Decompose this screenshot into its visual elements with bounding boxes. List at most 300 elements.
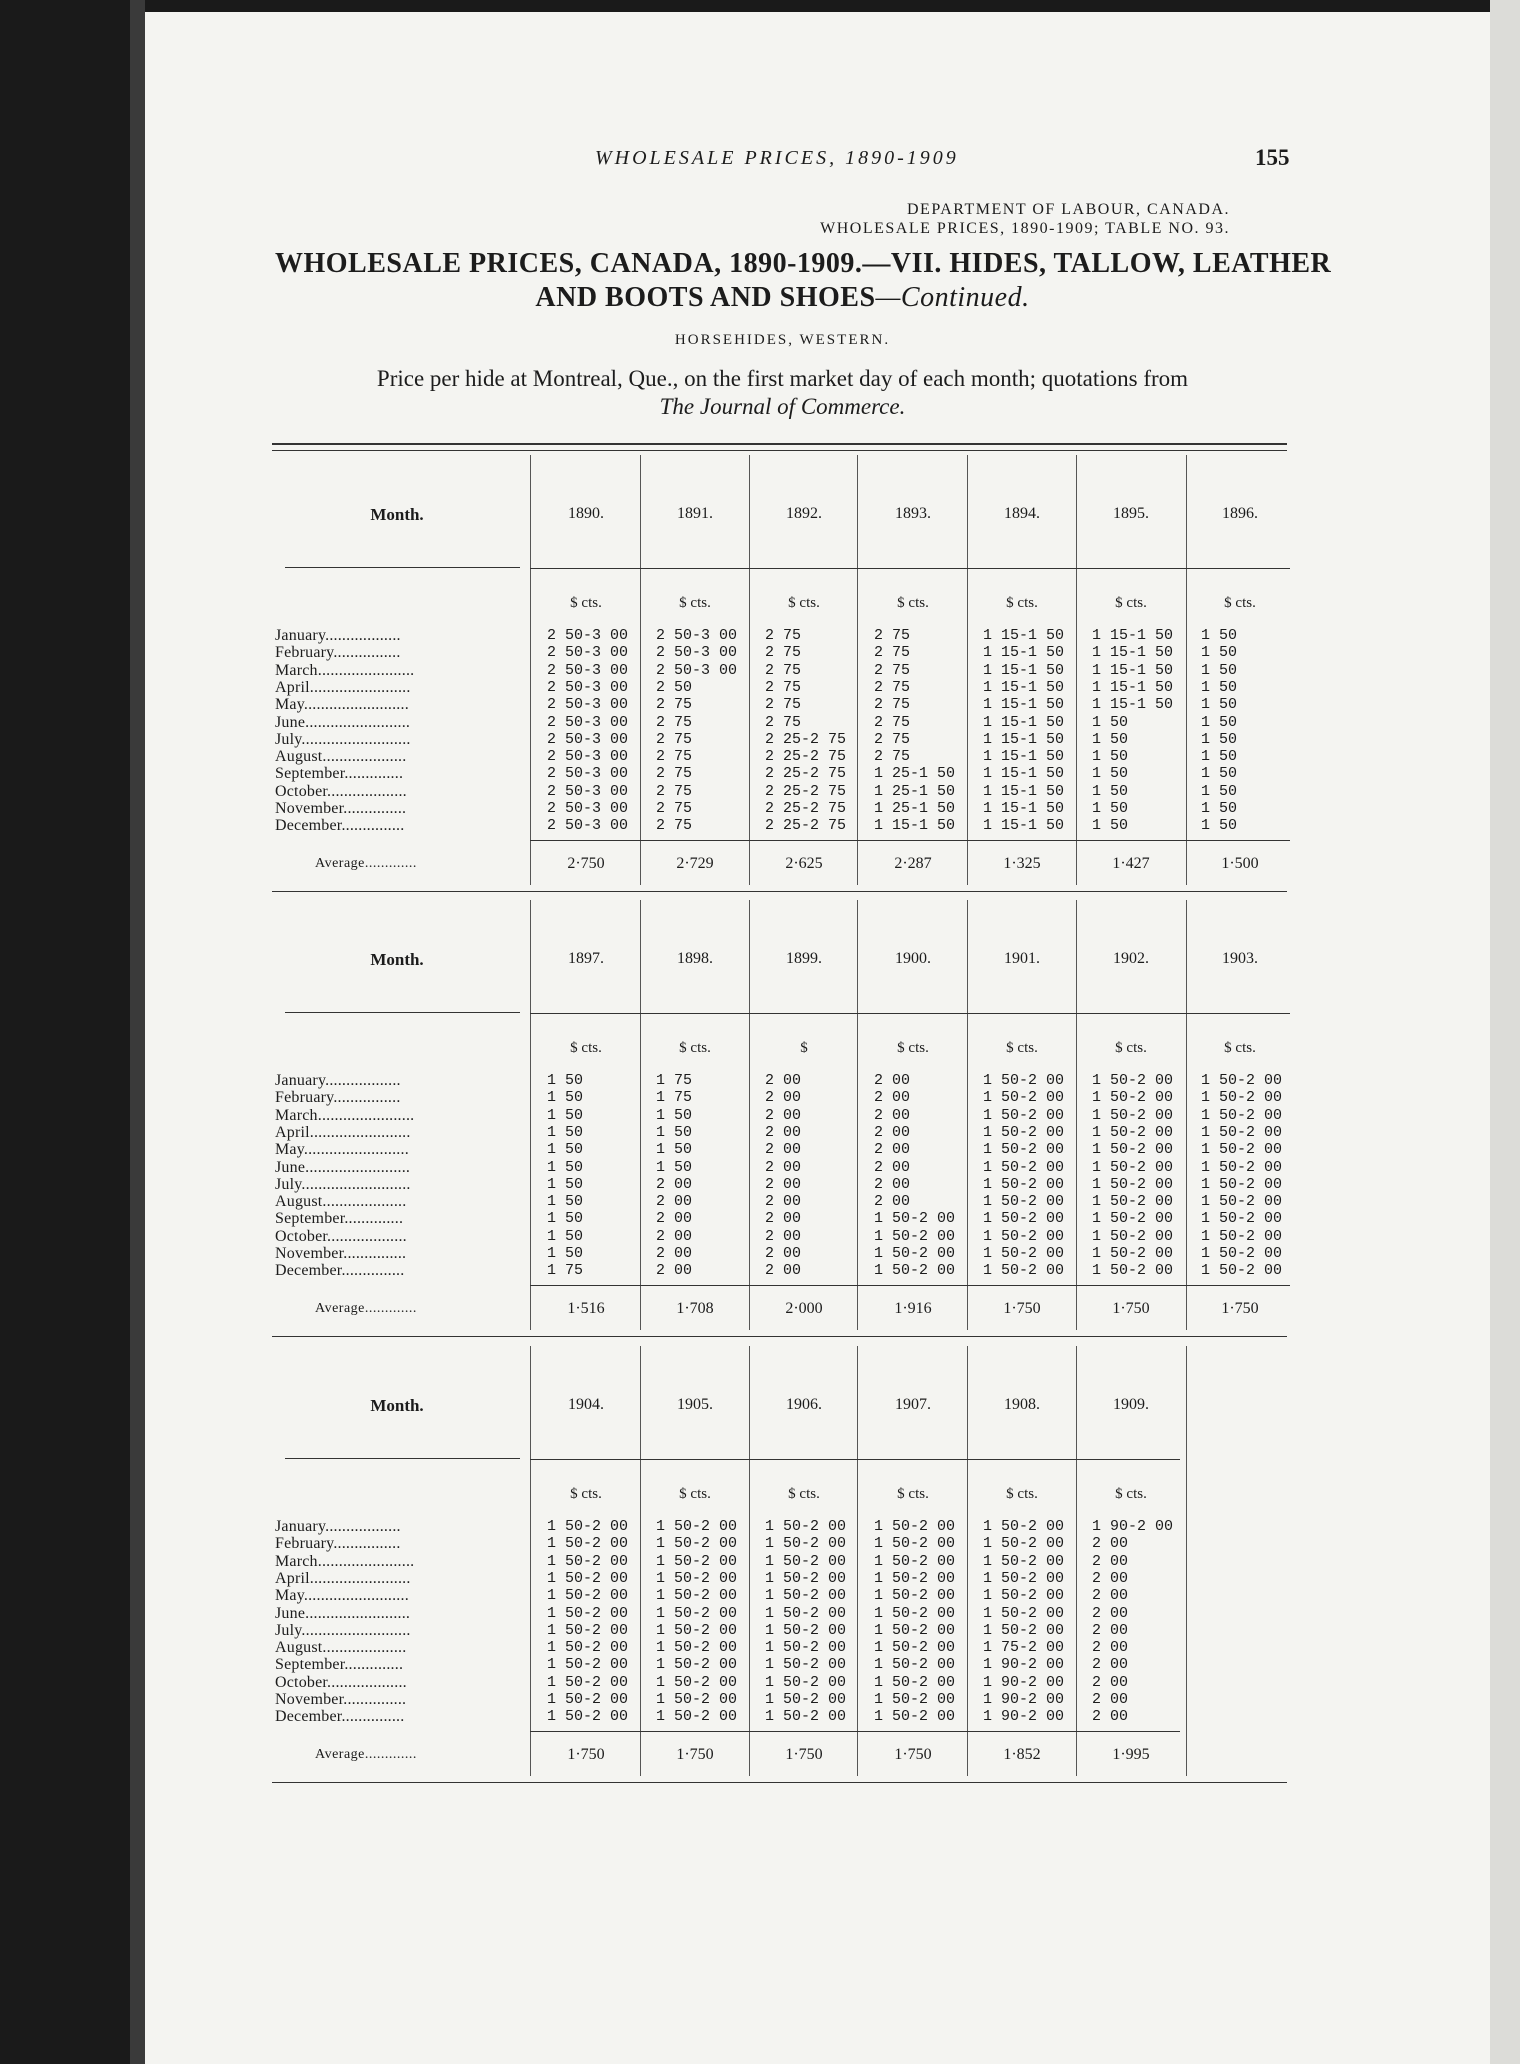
price-cell: 2 25-2 75 (765, 748, 847, 766)
price-cell: 1 50-2 00 (656, 1518, 738, 1535)
price-cell: 1 50-2 00 (983, 1552, 1065, 1570)
price-cell: 1 15-1 50 (983, 627, 1065, 644)
month-label: May......................... (275, 1587, 409, 1605)
price-cell: 1 50-2 00 (765, 1552, 847, 1570)
price-cell: 2 75 (656, 782, 693, 800)
price-cell: 1 15-1 50 (983, 800, 1065, 817)
year-header-rule (530, 1459, 1180, 1460)
month-label: January.................. (275, 1518, 401, 1535)
price-cell: 1 15-1 50 (1092, 627, 1174, 644)
price-cell: 1 50-2 00 (874, 1210, 956, 1228)
price-cell: 1 50-2 00 (656, 1587, 738, 1605)
price-cell: 2 00 (765, 1193, 802, 1211)
price-cell: 1 50-2 00 (547, 1639, 629, 1657)
year-header: 1895. (1113, 505, 1149, 522)
price-cell: 2 00 (656, 1193, 693, 1211)
price-cell: 2 00 (656, 1175, 693, 1193)
price-cell: 2 75 (656, 765, 693, 783)
year-header: 1891. (677, 505, 713, 522)
year-header: 1896. (1222, 505, 1258, 522)
price-cell: 2 50-3 00 (547, 661, 629, 679)
price-cell: 2 00 (765, 1106, 802, 1124)
year-header-rule (530, 568, 1290, 569)
price-cell: 1 50-2 00 (547, 1552, 629, 1570)
price-cell: 2 50-3 00 (547, 782, 629, 800)
running-head: WHOLESALE PRICES, 1890-1909 (595, 147, 959, 169)
average-value: 1·516 (567, 1300, 605, 1317)
month-label: October................... (275, 1227, 407, 1245)
month-label: August.................... (275, 1193, 407, 1211)
price-cell: 1 15-1 50 (983, 730, 1065, 748)
year-header: 1892. (786, 505, 822, 522)
price-cell: 1 50 (1201, 817, 1238, 835)
month-label: January.................. (275, 1072, 401, 1089)
price-cell: 2 00 (656, 1245, 693, 1262)
month-header-rule (285, 1012, 520, 1013)
average-label: Average............. (315, 1301, 417, 1316)
average-rule (530, 1731, 1180, 1732)
price-cell: 2 50-3 00 (547, 696, 629, 714)
price-cell: 1 50-2 00 (656, 1639, 738, 1657)
month-label: December............... (275, 1262, 405, 1280)
price-cell: 1 50-2 00 (983, 1587, 1065, 1605)
month-label: September.............. (275, 765, 404, 783)
price-cell: 1 50-2 00 (1201, 1141, 1283, 1159)
price-cell: 2 00 (1092, 1604, 1129, 1622)
month-column-header: Month. (370, 1396, 424, 1415)
price-cell: 1 50 (1092, 748, 1129, 766)
price-cell: 2 00 (1092, 1656, 1129, 1674)
price-cell: 2 00 (1092, 1673, 1129, 1691)
price-cell: 1 50 (1201, 644, 1238, 662)
year-header: 1900. (895, 950, 931, 967)
price-cell: 1 50-2 00 (983, 1535, 1065, 1553)
price-cell: 1 50-2 00 (547, 1621, 629, 1639)
price-cell: 1 90-2 00 (983, 1673, 1065, 1691)
month-label: October................... (275, 1673, 407, 1691)
unit-label: $ (800, 1040, 808, 1056)
price-cell: 2 50-3 00 (547, 713, 629, 731)
price-cell: 1 50 (1201, 713, 1238, 731)
price-cell: 1 50 (1092, 713, 1129, 731)
price-cell: 2 75 (765, 696, 802, 714)
price-cell: 2 25-2 75 (765, 817, 847, 835)
price-cell: 1 50-2 00 (874, 1621, 956, 1639)
price-cell: 1 50-2 00 (983, 1158, 1065, 1176)
price-cell: 2 00 (765, 1123, 802, 1141)
table-subtitle: HORSEHIDES, WESTERN. (674, 332, 891, 348)
price-cell: 1 50-2 00 (1092, 1227, 1174, 1245)
year-header: 1907. (895, 1396, 931, 1413)
price-cell: 2 50-3 00 (656, 661, 738, 679)
price-cell: 1 25-1 50 (874, 800, 956, 817)
year-header: 1902. (1113, 950, 1149, 967)
price-cell: 2 75 (656, 748, 693, 766)
price-cell: 1 50-2 00 (983, 1141, 1065, 1159)
average-value: 1·916 (894, 1300, 932, 1317)
price-cell: 1 50-2 00 (1201, 1158, 1283, 1176)
price-cell: 1 50-2 00 (983, 1123, 1065, 1141)
average-value: 1·427 (1112, 855, 1150, 872)
price-cell: 1 50 (547, 1193, 584, 1211)
year-header: 1906. (786, 1396, 822, 1413)
price-cell: 2 00 (874, 1141, 911, 1159)
price-cell: 1 15-1 50 (983, 817, 1065, 835)
price-cell: 1 50 (1092, 765, 1129, 783)
price-cell: 1 50 (1201, 627, 1238, 644)
price-cell: 2 00 (874, 1175, 911, 1193)
month-label: April........................ (275, 1123, 411, 1141)
price-cell: 1 50-2 00 (1201, 1106, 1283, 1124)
price-cell: 1 15-1 50 (1092, 678, 1174, 696)
price-cell: 2 00 (1092, 1639, 1129, 1657)
price-cell: 1 50-2 00 (547, 1708, 629, 1726)
month-label: June......................... (275, 1604, 411, 1622)
unit-label: $ cts. (1115, 1040, 1147, 1056)
price-cell: 2 75 (765, 678, 802, 696)
page-number: 155 (1255, 145, 1290, 170)
year-header: 1893. (895, 505, 931, 522)
page-title-line-2 (275, 282, 1290, 314)
price-cell: 1 50 (547, 1175, 584, 1193)
price-cell: 2 00 (1092, 1708, 1129, 1726)
book-binding-edge (130, 0, 145, 2064)
average-value: 1·708 (676, 1300, 714, 1317)
price-cell: 1 50-2 00 (765, 1639, 847, 1657)
price-cell: 1 50-2 00 (1201, 1123, 1283, 1141)
price-cell: 1 50-2 00 (874, 1535, 956, 1553)
price-cell: 2 00 (765, 1227, 802, 1245)
average-label: Average............. (315, 1747, 417, 1762)
price-cell: 1 50-2 00 (874, 1691, 956, 1708)
price-cell: 1 50-2 00 (1092, 1158, 1174, 1176)
unit-label: $ cts. (570, 1040, 602, 1056)
column-divider (530, 900, 531, 1330)
price-cell: 2 75 (765, 644, 802, 662)
unit-label: $ cts. (1006, 595, 1038, 611)
price-cell: 1 50-2 00 (765, 1535, 847, 1553)
price-cell: 1 50-2 00 (1092, 1123, 1174, 1141)
unit-label: $ cts. (1224, 1040, 1256, 1056)
price-cell: 2 00 (1092, 1552, 1129, 1570)
block-bottom-rule (272, 1336, 1287, 1337)
year-header: 1899. (786, 950, 822, 967)
price-cell: 1 50-2 00 (656, 1604, 738, 1622)
month-label: June......................... (275, 713, 411, 731)
price-cell: 2 50-3 00 (547, 800, 629, 817)
price-cell: 2 00 (874, 1123, 911, 1141)
month-label: March....................... (275, 1552, 415, 1570)
month-label: March....................... (275, 1106, 415, 1124)
price-cell: 1 50-2 00 (1092, 1175, 1174, 1193)
price-cell: 1 50 (1201, 765, 1238, 783)
price-cell: 1 50-2 00 (765, 1691, 847, 1708)
price-cell: 1 75 (656, 1089, 693, 1107)
price-cell: 1 50-2 00 (656, 1708, 738, 1726)
table-reference: WHOLESALE PRICES, 1890-1909; TABLE NO. 93. (820, 220, 1230, 237)
year-header: 1890. (568, 505, 604, 522)
price-cell: 2 00 (874, 1072, 911, 1089)
unit-label: $ cts. (679, 595, 711, 611)
price-cell: 2 75 (874, 713, 911, 731)
price-cell: 1 15-1 50 (1092, 661, 1174, 679)
unit-label: $ cts. (1224, 595, 1256, 611)
average-value: 2·287 (894, 855, 932, 872)
price-cell: 1 50-2 00 (983, 1227, 1065, 1245)
price-cell: 1 15-1 50 (983, 696, 1065, 714)
average-value: 2·750 (567, 855, 605, 872)
price-cell: 2 00 (874, 1193, 911, 1211)
month-label: July.......................... (275, 730, 411, 748)
price-cell: 2 00 (1092, 1621, 1129, 1639)
price-cell: 1 50-2 00 (983, 1072, 1065, 1089)
price-cell: 2 00 (656, 1210, 693, 1228)
average-value: 1·995 (1112, 1746, 1150, 1763)
month-label: May......................... (275, 1141, 409, 1159)
title-continued: —Continued. (875, 282, 1030, 313)
price-cell: 2 75 (656, 800, 693, 817)
price-cell: 2 00 (1092, 1535, 1129, 1553)
unit-label: $ cts. (788, 1486, 820, 1502)
year-header: 1905. (677, 1396, 713, 1413)
table-description-line-2: The Journal of Commerce. (659, 394, 906, 419)
unit-label: $ cts. (897, 1486, 929, 1502)
year-header: 1894. (1004, 505, 1040, 522)
month-label: October................... (275, 782, 407, 800)
price-cell: 1 50-2 00 (1201, 1262, 1283, 1280)
price-cell: 1 50-2 00 (983, 1621, 1065, 1639)
price-cell: 2 50-3 00 (656, 627, 738, 644)
price-cell: 2 75 (874, 678, 911, 696)
unit-label: $ cts. (570, 1486, 602, 1502)
unit-label: $ cts. (897, 595, 929, 611)
year-header-rule (530, 1013, 1290, 1014)
price-cell: 2 75 (765, 713, 802, 731)
price-cell: 1 50 (656, 1106, 693, 1124)
price-cell: 1 50-2 00 (874, 1262, 956, 1280)
price-cell: 1 90-2 00 (983, 1656, 1065, 1674)
price-cell: 1 50-2 00 (1201, 1072, 1283, 1089)
table-description-line-1: Price per hide at Montreal, Que., on the first market day of each month; quotations from (376, 366, 1189, 391)
unit-label: $ cts. (679, 1486, 711, 1502)
average-value: 1·500 (1221, 855, 1259, 872)
year-header: 1901. (1004, 950, 1040, 967)
price-cell: 1 50 (547, 1227, 584, 1245)
price-cell: 2 00 (765, 1262, 802, 1280)
price-cell: 2 75 (656, 730, 693, 748)
unit-label: $ cts. (1006, 1040, 1038, 1056)
price-cell: 1 50-2 00 (874, 1552, 956, 1570)
table-top-rule-thin (272, 450, 1287, 451)
page-edge (1490, 0, 1520, 2064)
price-cell: 1 15-1 50 (874, 817, 956, 835)
price-cell: 1 50-2 00 (874, 1227, 956, 1245)
price-cell: 1 50-2 00 (1201, 1175, 1283, 1193)
price-cell: 1 50-2 00 (1201, 1089, 1283, 1107)
price-cell: 1 50 (547, 1210, 584, 1228)
price-cell: 2 00 (765, 1158, 802, 1176)
price-cell: 1 50-2 00 (656, 1535, 738, 1553)
month-column-header: Month. (370, 950, 424, 969)
price-cell: 1 50-2 00 (874, 1245, 956, 1262)
price-cell: 1 15-1 50 (983, 748, 1065, 766)
price-cell: 1 50-2 00 (656, 1621, 738, 1639)
price-cell: 1 75 (656, 1072, 693, 1089)
price-cell: 1 50-2 00 (874, 1569, 956, 1587)
column-divider (530, 455, 531, 885)
price-cell: 1 50-2 00 (1092, 1193, 1174, 1211)
price-cell: 2 25-2 75 (765, 730, 847, 748)
price-cell: 1 50-2 00 (547, 1604, 629, 1622)
price-cell: 2 75 (874, 696, 911, 714)
price-cell: 2 75 (656, 713, 693, 731)
price-cell: 1 50-2 00 (765, 1673, 847, 1691)
price-cell: 2 50-3 00 (547, 817, 629, 835)
price-cell: 1 50-2 00 (765, 1621, 847, 1639)
price-cell: 1 50-2 00 (1092, 1262, 1174, 1280)
month-label: February................ (275, 1089, 401, 1107)
price-cell: 2 00 (765, 1245, 802, 1262)
price-cell: 1 50 (656, 1158, 693, 1176)
price-cell: 2 75 (656, 696, 693, 714)
table-top-rule (272, 443, 1287, 445)
month-label: August.................... (275, 1639, 407, 1657)
price-cell: 1 50-2 00 (1092, 1210, 1174, 1228)
department-reference (820, 200, 1230, 238)
month-label: March....................... (275, 661, 415, 679)
page-title-line-2-text: AND BOOTS AND SHOES (535, 282, 876, 313)
price-cell: 1 50 (547, 1245, 584, 1262)
price-cell: 2 00 (765, 1175, 802, 1193)
price-cell: 1 50-2 00 (983, 1089, 1065, 1107)
price-cell: 1 50 (1201, 748, 1238, 766)
price-cell: 1 15-1 50 (1092, 644, 1174, 662)
average-value: 1·750 (894, 1746, 932, 1763)
price-cell: 1 50 (547, 1106, 584, 1124)
price-cell: 1 90-2 00 (983, 1708, 1065, 1726)
price-cell: 2 50-3 00 (547, 748, 629, 766)
price-cell: 2 00 (765, 1210, 802, 1228)
price-cell: 1 50-2 00 (983, 1262, 1065, 1280)
price-cell: 2 00 (874, 1158, 911, 1176)
price-cell: 2 50-3 00 (547, 678, 629, 696)
unit-label: $ cts. (1115, 1486, 1147, 1502)
department-name: DEPARTMENT OF LABOUR, CANADA. (906, 201, 1230, 218)
price-cell: 1 50 (1201, 800, 1238, 817)
price-cell: 2 25-2 75 (765, 765, 847, 783)
price-cell: 2 75 (874, 627, 911, 644)
price-cell: 1 50-2 00 (874, 1604, 956, 1622)
price-cell: 1 50 (1092, 782, 1129, 800)
month-label: December............... (275, 817, 405, 835)
page-title-line-1: WHOLESALE PRICES, CANADA, 1890-1909.—VII. HIDES, TALLOW, LEATHER (275, 248, 1332, 279)
price-cell: 2 00 (656, 1227, 693, 1245)
unit-label: $ cts. (788, 595, 820, 611)
price-cell: 2 50-3 00 (547, 644, 629, 662)
price-cell: 2 75 (765, 627, 802, 644)
average-value: 1·750 (676, 1746, 714, 1763)
price-cell: 2 75 (874, 748, 911, 766)
price-cell: 1 50-2 00 (874, 1518, 956, 1535)
price-cell: 2 75 (874, 661, 911, 679)
price-cell: 1 50-2 00 (1092, 1072, 1174, 1089)
price-cell: 2 00 (874, 1089, 911, 1107)
price-cell: 1 15-1 50 (983, 765, 1065, 783)
price-cell: 1 50-2 00 (1201, 1193, 1283, 1211)
month-label: January.................. (275, 627, 401, 644)
year-header: 1898. (677, 950, 713, 967)
price-cell: 1 50-2 00 (547, 1518, 629, 1535)
price-cell: 1 50-2 00 (1092, 1089, 1174, 1107)
price-cell: 1 50-2 00 (983, 1210, 1065, 1228)
price-cell: 1 90-2 00 (983, 1691, 1065, 1708)
price-cell: 2 00 (765, 1089, 802, 1107)
price-cell: 1 50-2 00 (1092, 1106, 1174, 1124)
unit-label: $ cts. (897, 1040, 929, 1056)
unit-label: $ cts. (570, 595, 602, 611)
month-label: November............... (275, 800, 407, 817)
column-divider (1186, 1346, 1187, 1776)
price-cell: 2 25-2 75 (765, 800, 847, 817)
year-header: 1908. (1004, 1396, 1040, 1413)
price-cell: 1 50-2 00 (656, 1691, 738, 1708)
month-label: February................ (275, 1535, 401, 1553)
average-value: 1·750 (567, 1746, 605, 1763)
average-value: 2·000 (785, 1300, 823, 1317)
price-cell: 1 50 (1201, 678, 1238, 696)
price-cell: 1 50-2 00 (765, 1518, 847, 1535)
price-cell: 1 50-2 00 (547, 1569, 629, 1587)
unit-label: $ cts. (679, 1040, 711, 1056)
price-cell: 1 50-2 00 (874, 1673, 956, 1691)
month-label: May......................... (275, 696, 409, 714)
price-cell: 1 15-1 50 (983, 713, 1065, 731)
average-value: 1·750 (1003, 1300, 1041, 1317)
month-label: July.......................... (275, 1175, 411, 1193)
price-cell: 1 50 (1201, 661, 1238, 679)
price-cell: 1 50 (1092, 800, 1129, 817)
price-cell: 1 15-1 50 (983, 661, 1065, 679)
price-cell: 1 50-2 00 (547, 1656, 629, 1674)
price-cell: 1 50-2 00 (765, 1708, 847, 1726)
price-cell: 1 50 (547, 1072, 584, 1089)
month-label: April........................ (275, 1569, 411, 1587)
year-header: 1897. (568, 950, 604, 967)
block-bottom-rule (272, 1782, 1287, 1783)
price-cell: 1 50-2 00 (1201, 1245, 1283, 1262)
price-cell: 1 15-1 50 (983, 644, 1065, 662)
price-cell: 2 00 (874, 1106, 911, 1124)
price-cell: 1 50-2 00 (874, 1587, 956, 1605)
average-rule (530, 840, 1290, 841)
price-cell: 1 25-1 50 (874, 782, 956, 800)
price-cell: 1 15-1 50 (983, 678, 1065, 696)
month-label: February................ (275, 644, 401, 662)
price-cell: 1 50-2 00 (656, 1569, 738, 1587)
price-cell: 2 00 (765, 1141, 802, 1159)
price-cell: 1 50-2 00 (547, 1673, 629, 1691)
price-cell: 1 50 (547, 1123, 584, 1141)
price-cell: 2 50-3 00 (547, 627, 629, 644)
price-cell: 1 50 (1092, 817, 1129, 835)
price-cell: 1 50-2 00 (656, 1552, 738, 1570)
price-cell: 2 00 (1092, 1587, 1129, 1605)
price-cell: 2 00 (765, 1072, 802, 1089)
price-cell: 1 50-2 00 (765, 1569, 847, 1587)
month-column-header: Month. (370, 505, 424, 524)
price-cell: 1 50 (1201, 782, 1238, 800)
price-cell: 2 75 (874, 730, 911, 748)
